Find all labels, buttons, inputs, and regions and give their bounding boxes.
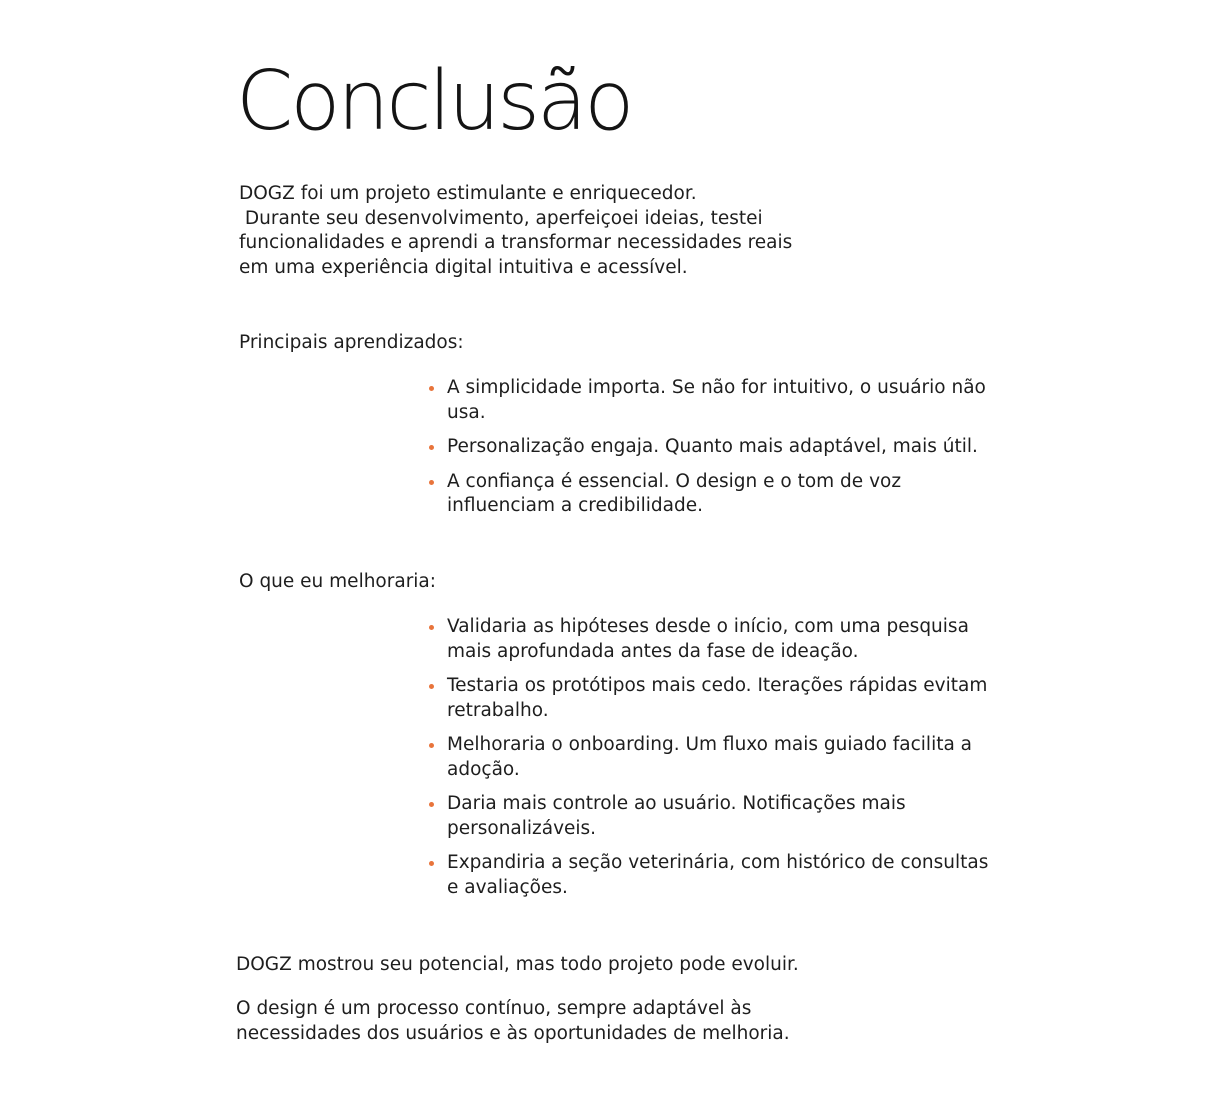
- intro-paragraph: [239, 182, 792, 280]
- learnings-heading: Principais aprendizados:: [239, 332, 464, 353]
- list-item: [428, 733, 988, 782]
- list-item: [428, 435, 986, 460]
- list-item-line: Validaria as hipóteses desde o início, com uma pesquisa: [447, 616, 969, 637]
- closing-line: necessidades dos usuários e às oportunidades de melhoria.: [236, 1022, 790, 1044]
- improvements-list: [428, 615, 988, 910]
- intro-line: funcionalidades e aprendi a transformar necessidades reais: [239, 232, 793, 253]
- list-item: [428, 792, 988, 841]
- list-item-line: Melhoraria o onboarding. Um fluxo mais guiado facilita a: [447, 734, 973, 755]
- list-item-line: Personalização engaja. Quanto mais adaptável, mais útil.: [447, 436, 978, 457]
- intro-line: DOGZ foi um projeto estimulante e enriquecedor.: [239, 183, 697, 204]
- list-item-line: personalizáveis.: [447, 817, 597, 839]
- intro-line: Durante seu desenvolvimento, aperfeiçoei ideias, testei: [239, 207, 763, 229]
- bullet-dot-icon: [429, 625, 434, 630]
- list-item-line: mais aprofundada antes da fase de ideação.: [447, 640, 859, 662]
- list-item: [428, 674, 988, 723]
- closing-statement: DOGZ mostrou seu potencial, mas todo projeto pode evoluir.: [236, 954, 799, 975]
- list-item-line: Testaria os protótipos mais cedo. Iterações rápidas evitam: [447, 675, 988, 696]
- bullet-dot-icon: [429, 684, 434, 689]
- list-item-line: e avaliações.: [447, 876, 568, 898]
- list-item-line: retrabalho.: [447, 699, 549, 721]
- closing-paragraph: [236, 997, 790, 1046]
- list-item-line: Daria mais controle ao usuário. Notificações mais: [447, 793, 906, 814]
- bullet-dot-icon: [429, 386, 434, 391]
- list-item-line: A simplicidade importa. Se não for intuitivo, o usuário não: [447, 377, 986, 398]
- list-item: [428, 851, 988, 900]
- learnings-list: [428, 376, 986, 529]
- bullet-dot-icon: [429, 480, 434, 485]
- list-item-line: usa.: [447, 401, 486, 423]
- bullet-dot-icon: [429, 445, 434, 450]
- list-item: [428, 376, 986, 425]
- page-title: Conclusão: [236, 54, 632, 149]
- list-item-line: A confiança é essencial. O design e o tom de voz: [447, 470, 902, 492]
- list-item: [428, 615, 988, 664]
- list-item-line: Expandiria a seção veterinária, com histórico de consultas: [447, 852, 989, 873]
- list-item-line: adoção.: [447, 758, 520, 780]
- bullet-dot-icon: [429, 802, 434, 807]
- list-item: [428, 470, 986, 519]
- improvements-heading: O que eu melhoraria:: [239, 571, 437, 592]
- bullet-dot-icon: [429, 743, 434, 748]
- bullet-dot-icon: [429, 861, 434, 866]
- closing-line: O design é um processo contínuo, sempre adaptável às: [236, 998, 752, 1019]
- list-item-line: influenciam a credibilidade.: [447, 495, 704, 516]
- intro-line: em uma experiência digital intuitiva e acessível.: [239, 256, 688, 278]
